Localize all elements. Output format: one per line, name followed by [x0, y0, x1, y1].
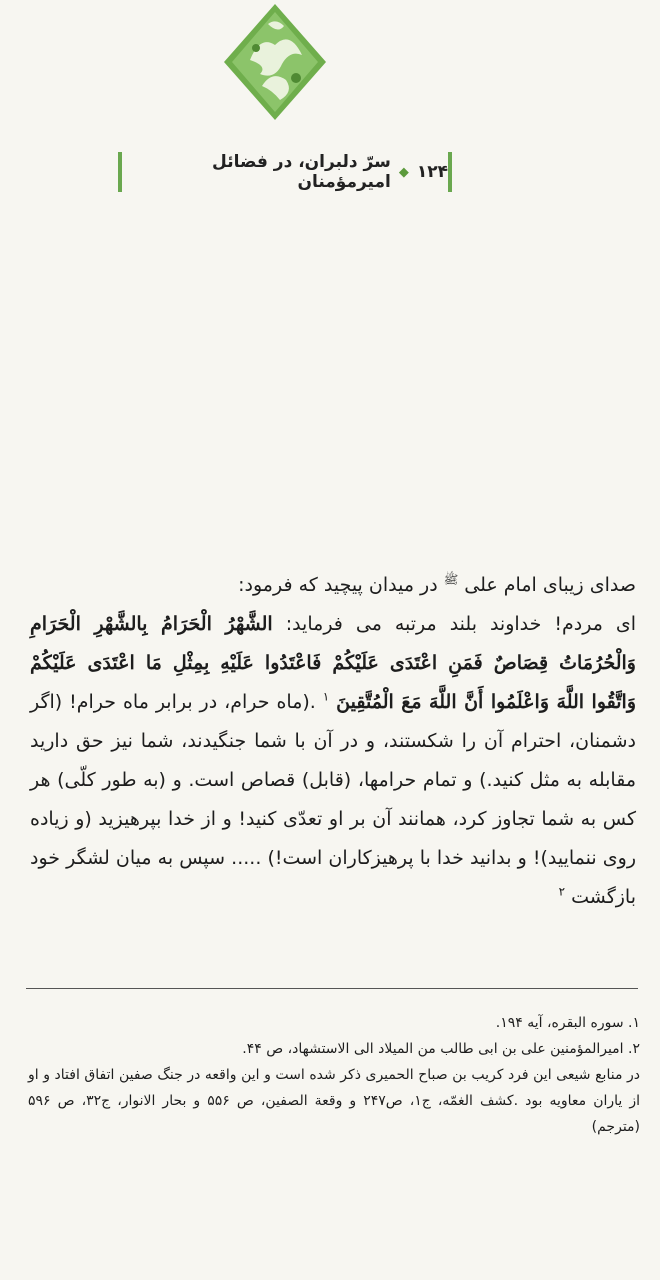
quran-verse: الشَّهْرُ الْحَرَامُ بِالشَّهْرِ الْحَرَامِ وَالْحُرُمَاتُ قِصَاصٌ فَمَنِ اعْتَدَى عَلَيْكُمْ فَاعْتَدُوا عَلَيْهِ بِمِثْلِ مَا اعْتَدَى عَلَيْكُمْ وَاتَّقُوا اللَّهَ وَاعْلَمُوا أَنَّ اللَّهَ مَعَ الْمُتَّقِينَ — [30, 613, 637, 713]
footnotes — [28, 1010, 640, 1140]
ornament-icon — [220, 0, 330, 124]
footnote-2-note: در منابع شیعی این فرد کریب بن صباح الحمیری ذکر شده است و این واقعه در جنگ صفین اتفاق افتاد و او از یاران معاویه بود .کشف الغمّه، ج۱، ص۲۴۷ و وقعة الصفین، ص ۵۵۶ و بحار الانوار، ج۳۲، ص ۵۹۶ (مترجم) — [28, 1067, 640, 1135]
honorific-mark: ﷺ — [443, 572, 459, 587]
intro-line: صدای زیبای امام علی $^ﷺ$ در میدان پیچید که فرمود: — [238, 572, 636, 596]
running-header — [118, 152, 452, 192]
footnote-ref-1: ۱ — [322, 689, 330, 704]
page-number: ۱۲۴ — [416, 162, 448, 182]
main-text — [30, 566, 636, 917]
footnote-2: ۲. امیرالمؤمنین علی بن ابی طالب من المیلاد الی الاستشهاد، ص ۴۴. — [242, 1041, 640, 1057]
verse-translation: .(ماه حرام، در برابر ماه حرام! (اگر دشمنان، احترام آن را شکستند، و در آن با شما جنگیدند، شما نیز حق دارید مقابله به مثل کنید.) و تمام حرامها، (قابل) قصاص است. و (به طور کلّی) هر کس به شما تجاوز کرد، همانند آن بر او تعدّی کنید! و از خدا بپرهیزید (و زیاده روی ننمایید)! و بدانید خدا با پرهیزکاران است!) ..... سپس به میان لشگر خود بازگشت — [30, 691, 636, 908]
speech-paragraph: ای مردم! خداوند بلند مرتبه می فرماید: الشَّهْرُ الْحَرَامُ بِالشَّهْرِ الْحَرَامِ وَالْحُرُمَاتُ قِصَاصٌ فَمَنِ اعْتَدَى عَلَيْكُمْ فَاعْتَدُوا عَلَيْهِ بِمِثْلِ مَا اعْتَدَى عَلَيْكُمْ وَاتَّقُوا اللَّهَ وَاعْلَمُوا أَنَّ اللَّهَ مَعَ الْمُتَّقِينَ $^۱$ .(ماه حرام، در برابر ماه حرام! (اگر دشمنان، احترام آن را شکستند، و در آن با شما جنگیدند، شما نیز حق دارید مقابله به مثل کنید.) و تمام حرامها، (قابل) قصاص است. و (به طور کلّی) هر کس به شما تجاوز کرد، همانند آن بر او تعدّی کنید! و از خدا بپرهیزید (و زیاده روی ننمایید)! و بدانید خدا با پرهیزکاران است!) ..... سپس به میان لشگر خود بازگشت $^۲$ — [30, 613, 637, 908]
footnote-divider — [26, 988, 638, 989]
book-title: سرّ دلبران، در فضائل امیرمؤمنان — [212, 152, 391, 192]
diamond-icon: ◆ — [398, 164, 409, 180]
footnote-ref-2: ۲ — [558, 884, 566, 899]
footnote-1: ۱. سوره البقره، آیه ۱۹۴. — [495, 1015, 640, 1031]
